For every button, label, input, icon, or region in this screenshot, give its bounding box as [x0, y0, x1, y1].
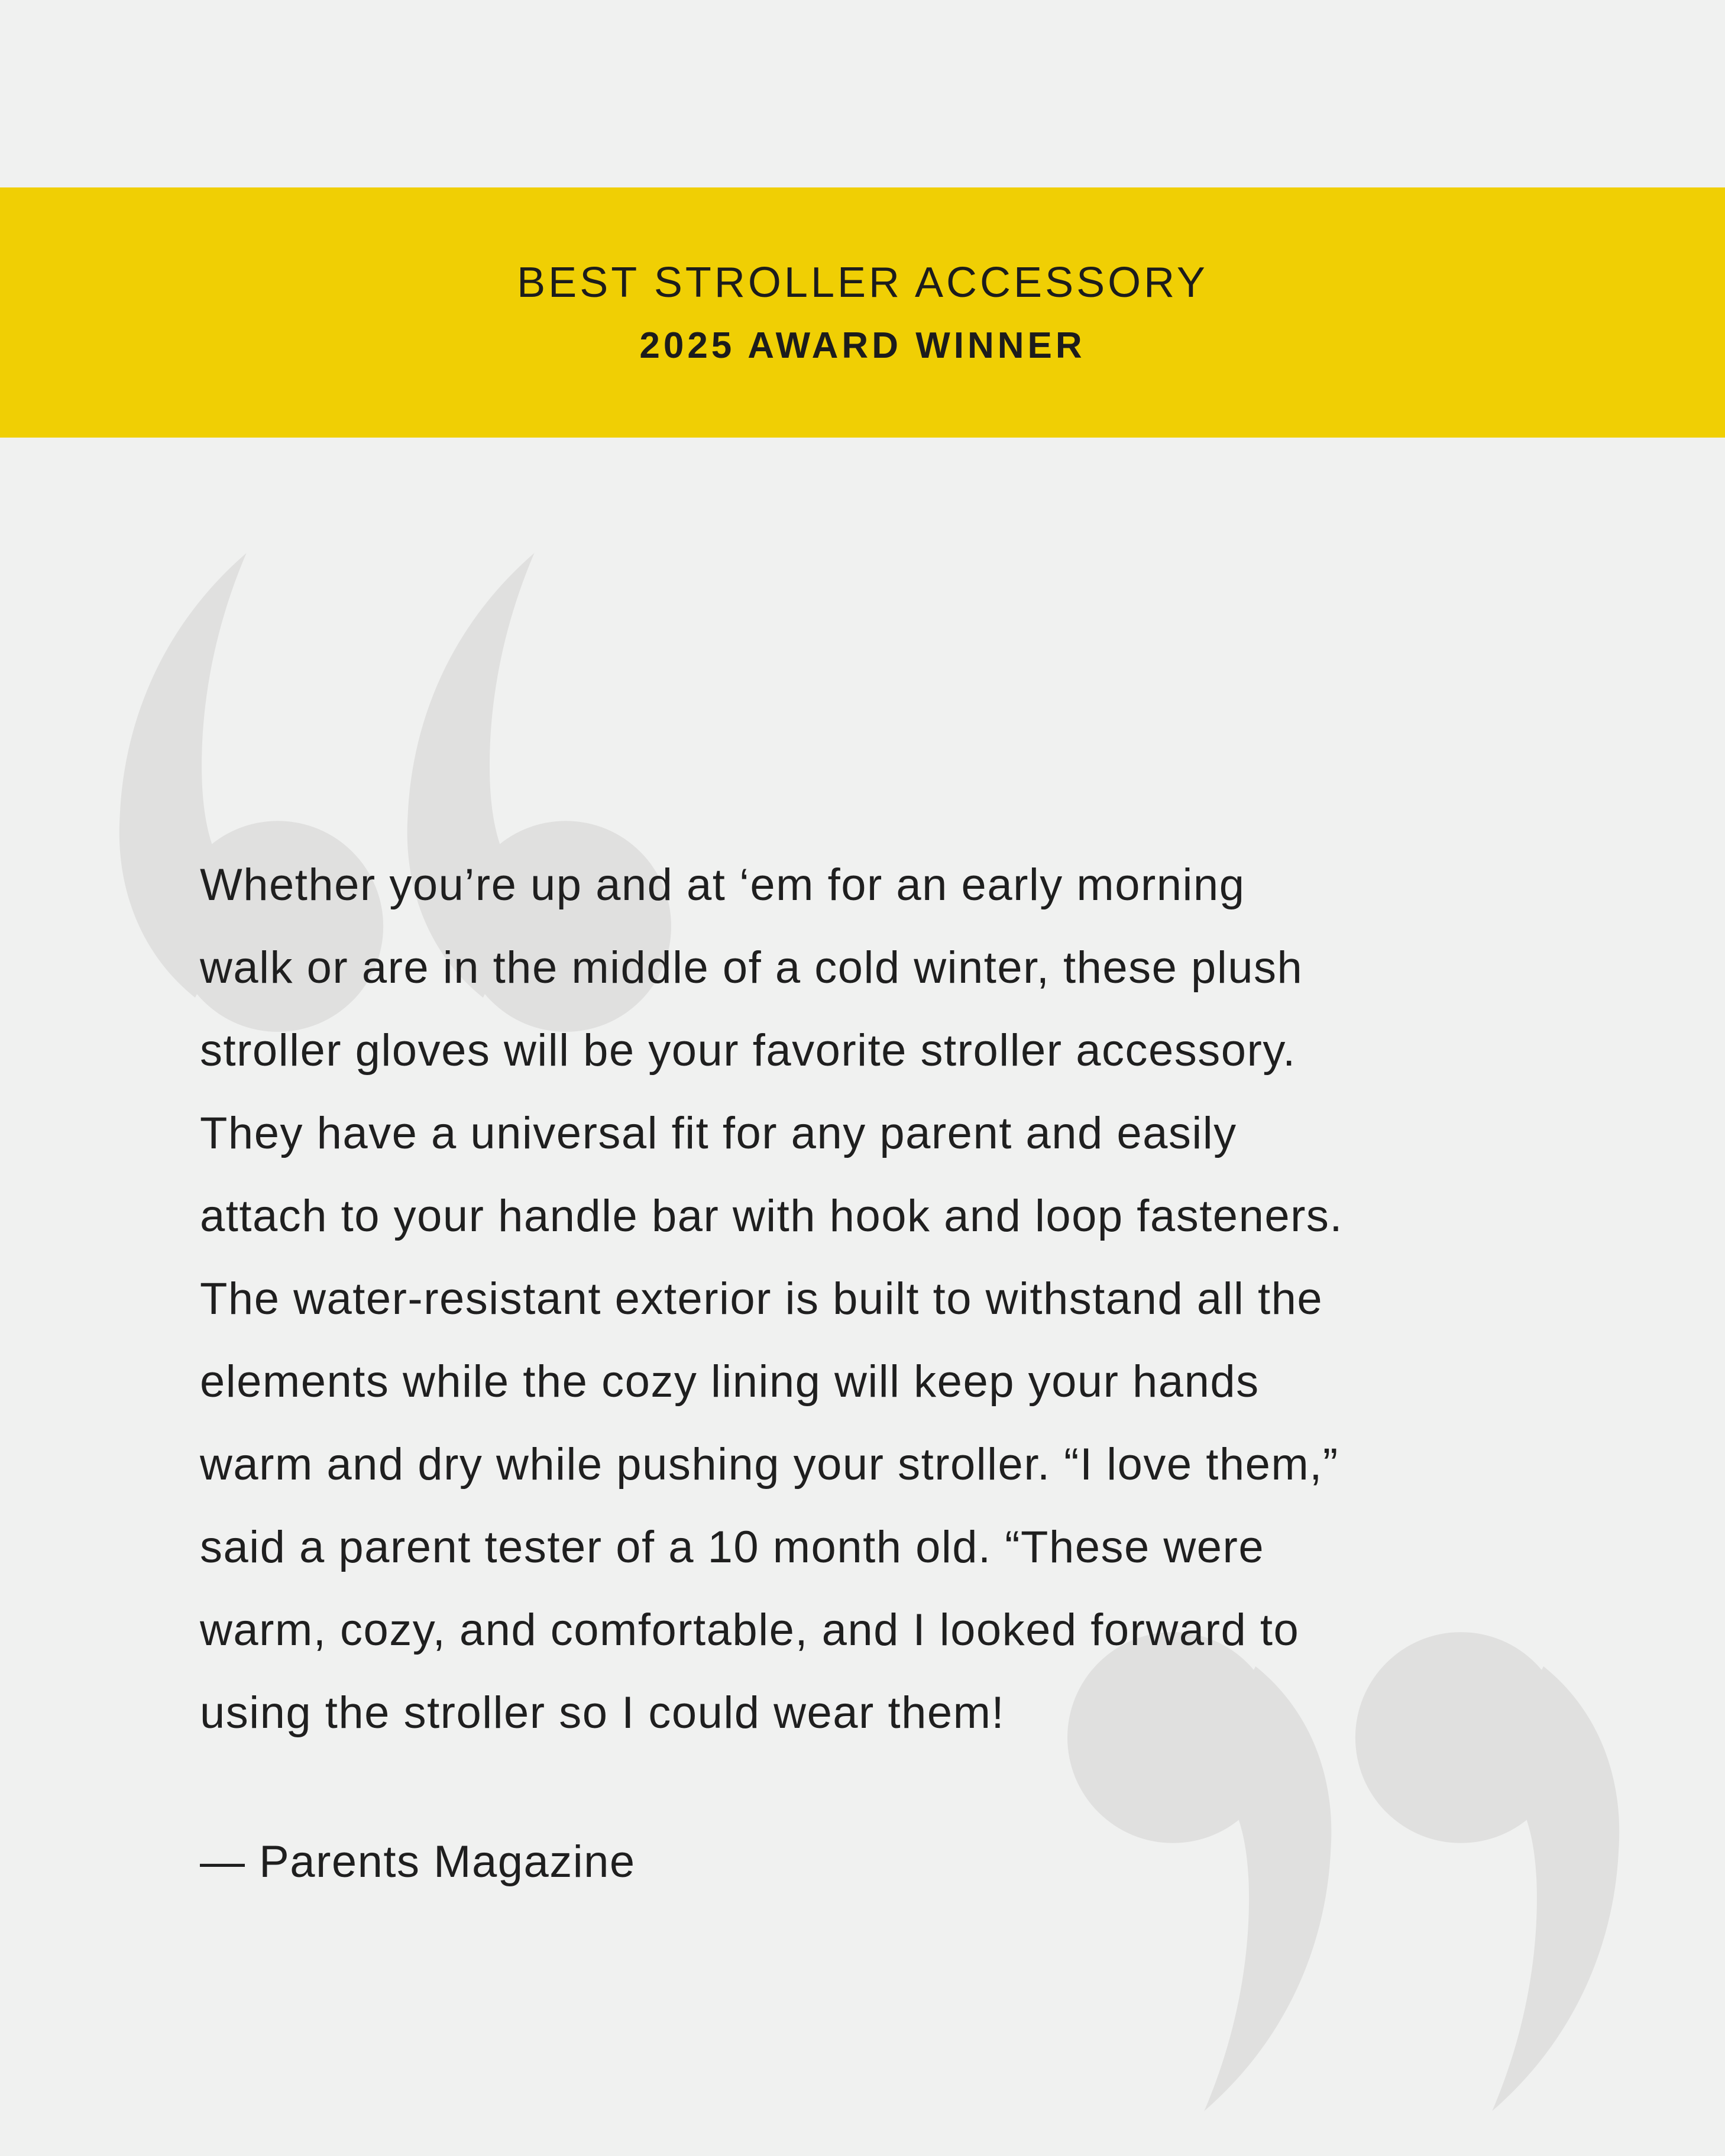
award-banner-subtitle: 2025 AWARD WINNER [639, 325, 1086, 366]
quote-line: warm and dry while pushing your stroller. “I love them,” [200, 1439, 1339, 1490]
quote-line: attach to your handle bar with hook and loop fasteners. [200, 1191, 1344, 1241]
quote-line: Whether you’re up and at ‘em for an early morning [200, 860, 1245, 910]
quote-line: using the stroller so I could wear them! [200, 1688, 1005, 1738]
quote-line: said a parent tester of a 10 month old. “These were [200, 1522, 1265, 1572]
award-banner-title: BEST STROLLER ACCESSORY [517, 259, 1208, 306]
quote-line: warm, cozy, and comfortable, and I looked forward to [200, 1605, 1300, 1655]
quote-line: They have a universal fit for any parent and easily [200, 1108, 1237, 1158]
quote-line: The water-resistant exterior is built to withstand all the [200, 1274, 1323, 1324]
testimonial-attribution: — Parents Magazine [200, 1837, 636, 1887]
quote-line: walk or are in the middle of a cold winter, these plush [200, 943, 1303, 993]
testimonial-text [200, 844, 1343, 1904]
testimonial-lines [200, 844, 1343, 1754]
quote-line: stroller gloves will be your favorite stroller accessory. [200, 1025, 1296, 1076]
award-banner [0, 187, 1725, 438]
quote-line: elements while the cozy lining will keep your hands [200, 1357, 1260, 1407]
